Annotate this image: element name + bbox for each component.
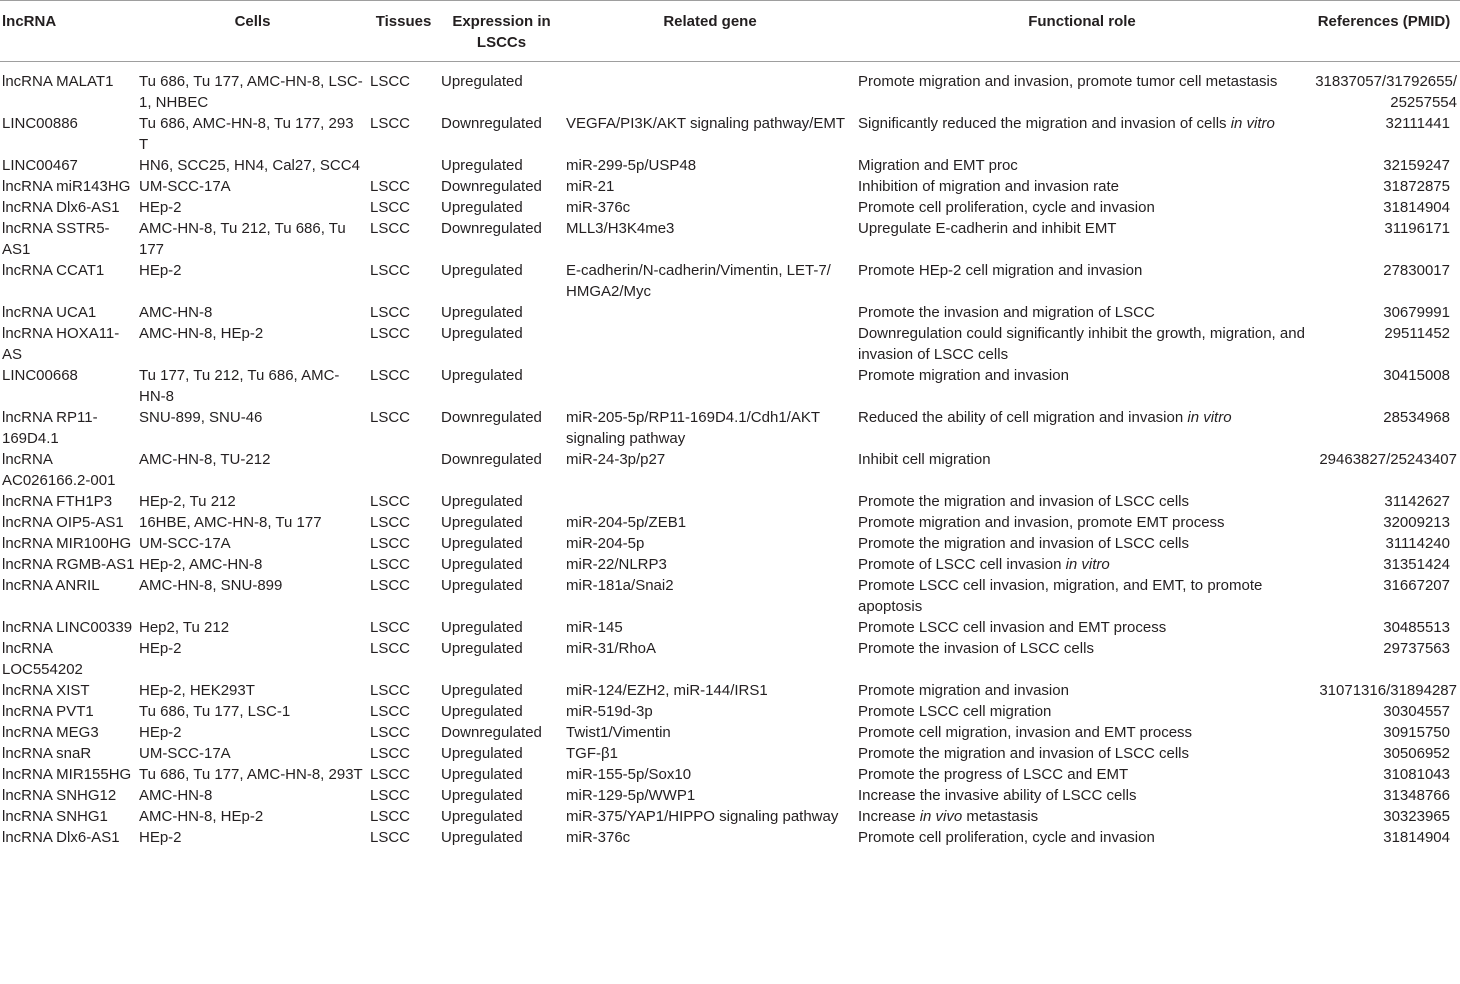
tissues-cell: LSCC — [370, 325, 411, 342]
functional-role-cell: Promote migration and invasion — [858, 367, 1069, 384]
functional-role-cell: Promote cell proliferation, cycle and invasion — [858, 829, 1155, 846]
tissues-cell: LSCC — [370, 535, 411, 552]
functional-role-cell: Inhibit cell migration — [858, 451, 991, 468]
references-cell: 31081043 — [1383, 766, 1450, 783]
tissues-cell: LSCC — [370, 724, 411, 741]
tissues-cell: LSCC — [370, 115, 411, 132]
references-cell: 32159247 — [1383, 157, 1450, 174]
cells-cell: SNU-899, SNU-46 — [139, 409, 263, 426]
expression-cell: Upregulated — [441, 682, 523, 699]
lncrna-cell: lncRNA XIST — [2, 682, 90, 699]
lncrna-cell: lncRNA RP11-169D4.1 — [2, 409, 98, 447]
cells-cell: AMC-HN-8 — [139, 787, 213, 804]
related-gene-cell: miR-205-5p/RP11-169D4.1/Cdh1/AKT signaling pathway — [566, 409, 820, 447]
tissues-cell: LSCC — [370, 766, 411, 783]
lncrna-cell: lncRNA CCAT1 — [2, 262, 105, 279]
header-references: References (PMID) — [1308, 1, 1460, 62]
references-cell: 30679991 — [1383, 304, 1450, 321]
lncrna-cell: lncRNA SNHG12 — [2, 787, 117, 804]
references-cell: 32009213 — [1383, 514, 1450, 531]
functional-role-cell: Promote of LSCC cell invasion in vitro — [858, 556, 1110, 573]
table-row — [0, 407, 1460, 449]
lncrna-cell: lncRNA SNHG1 — [2, 808, 108, 825]
functional-role-cell: Promote LSCC cell migration — [858, 703, 1052, 720]
tissues-cell — [368, 449, 439, 491]
related-gene-cell: miR-129-5p/WWP1 — [566, 787, 696, 804]
cells-cell: AMC-HN-8, SNU-899 — [139, 577, 283, 594]
header-expression: Expression in LSCCs — [439, 1, 564, 62]
tissues-cell — [368, 155, 439, 176]
related-gene-cell — [564, 365, 856, 407]
references-cell: 31837057/31792655/ 25257554 — [1315, 73, 1457, 111]
lncrna-cell: lncRNA MEG3 — [2, 724, 99, 741]
references-cell: 30506952 — [1383, 745, 1450, 762]
table-row — [0, 491, 1460, 512]
tissues-cell: LSCC — [370, 493, 411, 510]
functional-role-cell: Promote the invasion and migration of LSCC — [858, 304, 1155, 321]
references-cell: 31114240 — [1385, 535, 1450, 552]
cells-cell: UM-SCC-17A — [139, 745, 231, 762]
references-cell: 31872875 — [1383, 178, 1450, 195]
related-gene-cell: miR-24-3p/p27 — [566, 451, 666, 468]
expression-cell: Upregulated — [441, 514, 523, 531]
related-gene-cell: miR-376c — [566, 829, 631, 846]
lncrna-cell: lncRNA PVT1 — [2, 703, 94, 720]
lncrna-cell: LINC00467 — [2, 157, 78, 174]
tissues-cell: LSCC — [370, 409, 411, 426]
functional-role-cell: Promote the migration and invasion of LSCC cells — [858, 493, 1189, 510]
table-row — [0, 62, 1460, 114]
tissues-cell: LSCC — [370, 703, 411, 720]
expression-cell: Upregulated — [441, 556, 523, 573]
lncrna-cell: lncRNA RGMB-AS1 — [2, 556, 135, 573]
functional-role-cell: Promote cell proliferation, cycle and invasion — [858, 199, 1155, 216]
related-gene-cell: Twist1/Vimentin — [566, 724, 671, 741]
cells-cell: HEp-2 — [139, 829, 182, 846]
references-cell: 31196171 — [1384, 220, 1450, 237]
functional-role-cell: Upregulate E-cadherin and inhibit EMT — [858, 220, 1117, 237]
tissues-cell: LSCC — [370, 745, 411, 762]
related-gene-cell: miR-22/NLRP3 — [566, 556, 667, 573]
expression-cell: Downregulated — [441, 724, 542, 741]
functional-role-cell: Promote the migration and invasion of LSCC cells — [858, 535, 1189, 552]
references-cell: 31142627 — [1384, 493, 1450, 510]
header-lncrna: lncRNA — [0, 1, 137, 62]
table-row — [0, 176, 1460, 197]
cells-cell: UM-SCC-17A — [139, 535, 231, 552]
header-functional-role: Functional role — [856, 1, 1308, 62]
functional-role-cell: Promote the progress of LSCC and EMT — [858, 766, 1129, 783]
table-row — [0, 764, 1460, 785]
expression-cell: Upregulated — [441, 808, 523, 825]
references-cell: 29463827/25243407 — [1319, 451, 1457, 468]
functional-role-cell: Increase the invasive ability of LSCC cells — [858, 787, 1137, 804]
tissues-cell: LSCC — [370, 73, 411, 90]
lncrna-cell: lncRNA MIR155HG — [2, 766, 132, 783]
lncrna-cell: lncRNA snaR — [2, 745, 92, 762]
table-body — [0, 62, 1460, 849]
tissues-cell: LSCC — [370, 556, 411, 573]
related-gene-cell — [564, 62, 856, 114]
expression-cell: Upregulated — [441, 766, 523, 783]
tissues-cell: LSCC — [370, 220, 411, 237]
related-gene-cell: miR-519d-3p — [566, 703, 653, 720]
expression-cell: Upregulated — [441, 262, 523, 279]
functional-role-cell: Reduced the ability of cell migration and invasion in vitro — [858, 409, 1232, 426]
related-gene-cell: miR-31/RhoA — [566, 640, 657, 657]
related-gene-cell: miR-124/EZH2, miR-144/IRS1 — [566, 682, 768, 699]
related-gene-cell: MLL3/H3K4me3 — [566, 220, 675, 237]
related-gene-cell: miR-375/YAP1/HIPPO signaling pathway — [566, 808, 839, 825]
lncrna-cell: lncRNA SSTR5-AS1 — [2, 220, 110, 258]
functional-role-cell: Increase in vivo metastasis — [858, 808, 1039, 825]
table-row — [0, 113, 1460, 155]
tissues-cell: LSCC — [370, 262, 411, 279]
header-tissues: Tissues — [368, 1, 439, 62]
expression-cell: Downregulated — [441, 451, 542, 468]
cells-cell: HEp-2, AMC-HN-8 — [139, 556, 263, 573]
references-cell: 31348766 — [1383, 787, 1450, 804]
expression-cell: Downregulated — [441, 220, 542, 237]
cells-cell: HEp-2, HEK293T — [139, 682, 255, 699]
lncrna-cell: lncRNA AC026166.2-001 — [2, 451, 116, 489]
references-cell: 30304557 — [1383, 703, 1450, 720]
expression-cell: Upregulated — [441, 199, 523, 216]
expression-cell: Upregulated — [441, 703, 523, 720]
references-cell: 30323965 — [1383, 808, 1450, 825]
tissues-cell: LSCC — [370, 577, 411, 594]
lncrna-cell: lncRNA Dlx6-AS1 — [2, 199, 120, 216]
references-cell: 30485513 — [1383, 619, 1450, 636]
lncrna-cell: lncRNA Dlx6-AS1 — [2, 829, 120, 846]
cells-cell: 16HBE, AMC-HN-8, Tu 177 — [139, 514, 322, 531]
table-header-row — [0, 1, 1460, 62]
functional-role-cell: Promote cell migration, invasion and EMT process — [858, 724, 1193, 741]
header-cells: Cells — [137, 1, 368, 62]
table-row — [0, 638, 1460, 680]
functional-role-cell: Significantly reduced the migration and invasion of cells in vitro — [858, 115, 1275, 132]
related-gene-cell — [564, 491, 856, 512]
references-cell: 32111441 — [1385, 115, 1450, 132]
references-cell: 30415008 — [1383, 367, 1450, 384]
table-row — [0, 680, 1460, 701]
lncrna-cell: LINC00668 — [2, 367, 78, 384]
functional-role-cell: Downregulation could significantly inhibit the growth, migration, and invasion of LSCC cells — [858, 325, 1305, 363]
table-row — [0, 155, 1460, 176]
functional-role-cell: Inhibition of migration and invasion rate — [858, 178, 1119, 195]
tissues-cell: LSCC — [370, 619, 411, 636]
expression-cell: Upregulated — [441, 577, 523, 594]
expression-cell: Upregulated — [441, 325, 523, 342]
cells-cell: Hep2, Tu 212 — [139, 619, 230, 636]
lncrna-cell: lncRNA miR143HG — [2, 178, 131, 195]
related-gene-cell: TGF-β1 — [566, 745, 618, 762]
references-cell: 31667207 — [1383, 577, 1450, 594]
functional-role-cell: Promote the invasion of LSCC cells — [858, 640, 1094, 657]
references-cell: 30915750 — [1383, 724, 1450, 741]
table-row — [0, 323, 1460, 365]
lncrna-cell: lncRNA ANRIL — [2, 577, 100, 594]
references-cell: 31351424 — [1383, 556, 1450, 573]
lncrna-cell: LINC00886 — [2, 115, 78, 132]
cells-cell: AMC-HN-8 — [139, 304, 213, 321]
tissues-cell: LSCC — [370, 682, 411, 699]
references-cell: 29737563 — [1383, 640, 1450, 657]
tissues-cell: LSCC — [370, 304, 411, 321]
cells-cell: AMC-HN-8, Tu 212, Tu 686, Tu 177 — [139, 220, 346, 258]
references-cell: 31071316/31894287 — [1319, 682, 1457, 699]
expression-cell: Upregulated — [441, 787, 523, 804]
references-cell: 29511452 — [1384, 325, 1450, 342]
lncrna-cell: lncRNA OIP5-AS1 — [2, 514, 124, 531]
lncrna-cell: lncRNA LINC00339 — [2, 619, 133, 636]
tissues-cell: LSCC — [370, 829, 411, 846]
related-gene-cell: miR-181a/Snai2 — [566, 577, 674, 594]
expression-cell: Downregulated — [441, 178, 542, 195]
table-row — [0, 218, 1460, 260]
table-row — [0, 302, 1460, 323]
cells-cell: HEp-2 — [139, 724, 182, 741]
expression-cell: Downregulated — [441, 115, 542, 132]
lncrna-cell: lncRNA FTH1P3 — [2, 493, 113, 510]
table-row — [0, 743, 1460, 764]
functional-role-cell: Promote migration and invasion, promote tumor cell metastasis — [858, 73, 1278, 90]
expression-cell: Downregulated — [441, 409, 542, 426]
functional-role-cell: Promote LSCC cell invasion, migration, and EMT, to promote apoptosis — [858, 577, 1263, 615]
table-row — [0, 701, 1460, 722]
cells-cell: Tu 686, Tu 177, LSC-1 — [139, 703, 291, 720]
tissues-cell: LSCC — [370, 787, 411, 804]
related-gene-cell: miR-376c — [566, 199, 631, 216]
cells-cell: HN6, SCC25, HN4, Cal27, SCC4 — [139, 157, 360, 174]
related-gene-cell: miR-155-5p/Sox10 — [566, 766, 692, 783]
related-gene-cell: miR-21 — [566, 178, 615, 195]
cells-cell: UM-SCC-17A — [139, 178, 231, 195]
cells-cell: AMC-HN-8, TU-212 — [139, 451, 271, 468]
references-cell: 27830017 — [1383, 262, 1450, 279]
cells-cell: Tu 686, Tu 177, AMC-HN-8, LSC-1, NHBEC — [139, 73, 363, 111]
lncrna-cell: lncRNA LOC554202 — [2, 640, 83, 678]
related-gene-cell — [564, 323, 856, 365]
related-gene-cell — [564, 302, 856, 323]
table-row — [0, 827, 1460, 848]
related-gene-cell: VEGFA/PI3K/AKT signaling pathway/EMT — [566, 115, 846, 132]
expression-cell: Upregulated — [441, 157, 523, 174]
expression-cell: Upregulated — [441, 304, 523, 321]
tissues-cell: LSCC — [370, 367, 411, 384]
related-gene-cell: miR-145 — [566, 619, 623, 636]
table-row — [0, 617, 1460, 638]
table-row — [0, 806, 1460, 827]
lncrna-cell: lncRNA MALAT1 — [2, 73, 114, 90]
table-row — [0, 575, 1460, 617]
expression-cell: Upregulated — [441, 73, 523, 90]
table-row — [0, 722, 1460, 743]
table-row — [0, 197, 1460, 218]
cells-cell: HEp-2, Tu 212 — [139, 493, 236, 510]
references-cell: 28534968 — [1383, 409, 1450, 426]
functional-role-cell: Promote the migration and invasion of LSCC cells — [858, 745, 1189, 762]
tissues-cell: LSCC — [370, 178, 411, 195]
cells-cell: HEp-2 — [139, 262, 182, 279]
functional-role-cell: Promote migration and invasion, promote EMT process — [858, 514, 1225, 531]
related-gene-cell: miR-204-5p/ZEB1 — [566, 514, 687, 531]
tissues-cell: LSCC — [370, 640, 411, 657]
cells-cell: HEp-2 — [139, 640, 182, 657]
table-row — [0, 533, 1460, 554]
expression-cell: Upregulated — [441, 829, 523, 846]
references-cell: 31814904 — [1383, 829, 1450, 846]
lncrna-cell: lncRNA HOXA11-AS — [2, 325, 120, 363]
cells-cell: AMC-HN-8, HEp-2 — [139, 325, 264, 342]
tissues-cell: LSCC — [370, 514, 411, 531]
functional-role-cell: Promote LSCC cell invasion and EMT process — [858, 619, 1167, 636]
cells-cell: HEp-2 — [139, 199, 182, 216]
table-row — [0, 365, 1460, 407]
related-gene-cell: E-cadherin/N-cadherin/Vimentin, LET-7/ HMGA2/Myc — [566, 262, 831, 300]
functional-role-cell: Promote migration and invasion — [858, 682, 1069, 699]
table-row — [0, 554, 1460, 575]
header-related-gene: Related gene — [564, 1, 856, 62]
table-row — [0, 785, 1460, 806]
expression-cell: Upregulated — [441, 493, 523, 510]
related-gene-cell: miR-204-5p — [566, 535, 645, 552]
expression-cell: Upregulated — [441, 535, 523, 552]
expression-cell: Upregulated — [441, 619, 523, 636]
lncrna-cell: lncRNA UCA1 — [2, 304, 97, 321]
expression-cell: Upregulated — [441, 367, 523, 384]
table-row — [0, 449, 1460, 491]
cells-cell: Tu 686, Tu 177, AMC-HN-8, 293T — [139, 766, 363, 783]
cells-cell: Tu 686, AMC-HN-8, Tu 177, 293 T — [139, 115, 354, 153]
functional-role-cell: Migration and EMT proc — [858, 157, 1018, 174]
tissues-cell: LSCC — [370, 199, 411, 216]
expression-cell: Upregulated — [441, 745, 523, 762]
cells-cell: Tu 177, Tu 212, Tu 686, AMC-HN-8 — [139, 367, 340, 405]
table-row — [0, 512, 1460, 533]
related-gene-cell: miR-299-5p/USP48 — [566, 157, 697, 174]
table-row — [0, 260, 1460, 302]
cells-cell: AMC-HN-8, HEp-2 — [139, 808, 264, 825]
expression-cell: Upregulated — [441, 640, 523, 657]
lncrna-cell: lncRNA MIR100HG — [2, 535, 132, 552]
functional-role-cell: Promote HEp-2 cell migration and invasion — [858, 262, 1143, 279]
tissues-cell: LSCC — [370, 808, 411, 825]
references-cell: 31814904 — [1383, 199, 1450, 216]
